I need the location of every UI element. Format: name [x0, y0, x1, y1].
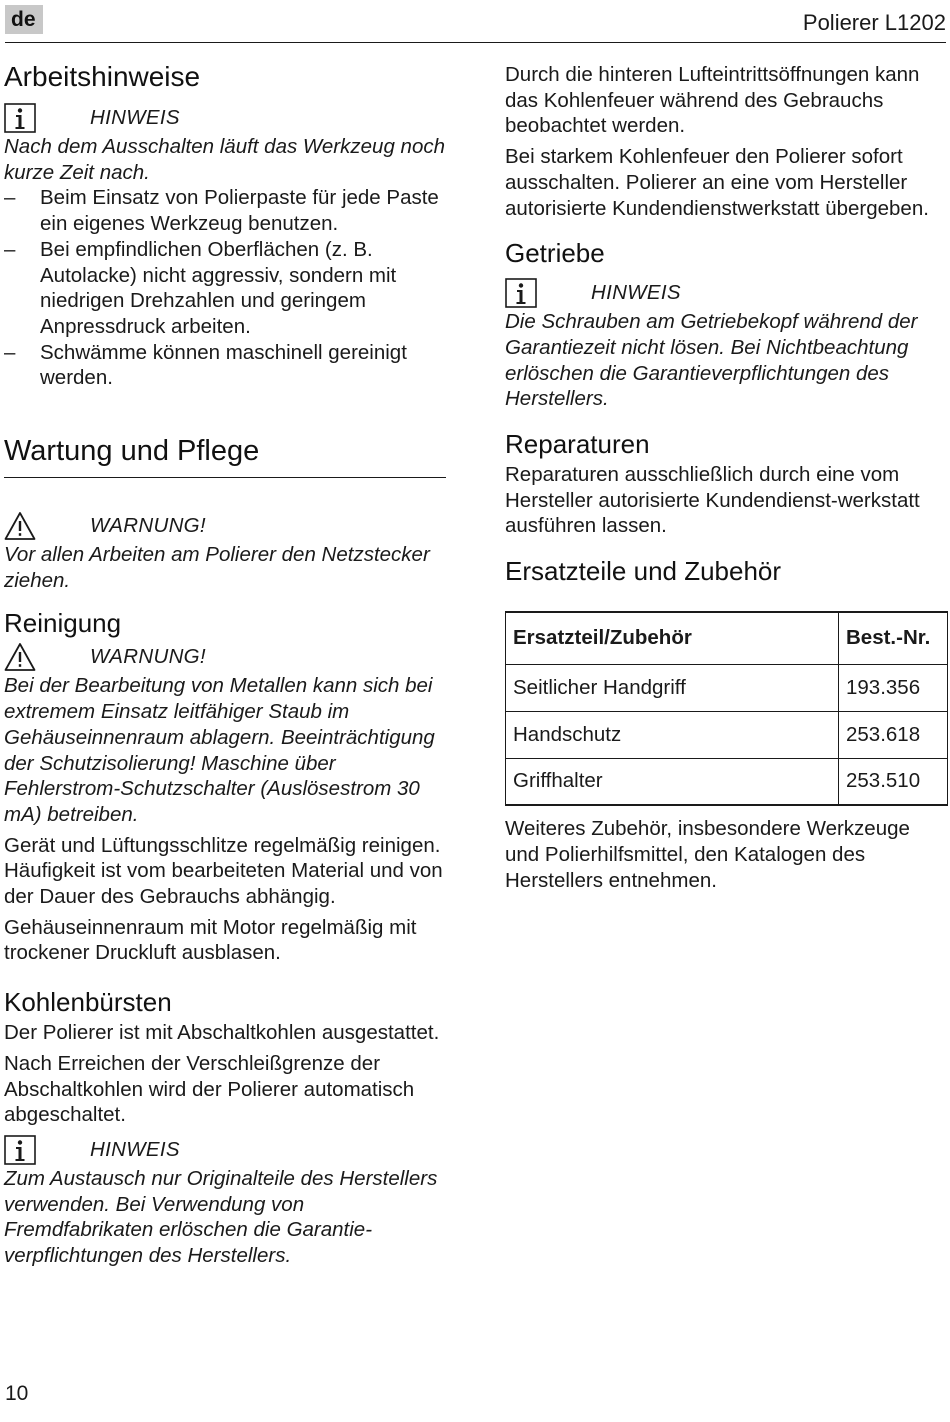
work-tips-list: [4, 185, 446, 391]
warning-text: Bei der Bearbeitung von Metallen kann sich bei extremem Einsatz leitfähiger Staub im Gehäuseinnenraum ablagern. Beeinträchtigung der Schutzisolierung! Maschine über Fehlerstrom-Schutzschalter (Auslösestrom 30 mA) betreiben.: [4, 674, 435, 826]
info-icon: [505, 278, 537, 308]
paragraph: Bei starkem Kohlenfeuer den Polierer sofort ausschalten. Polierer an eine vom Hersteller autorisierte Kundendienstwerkstatt übergeben.: [505, 145, 929, 220]
table-cell: Seitlicher Handgriff: [506, 664, 839, 711]
notice-label: HINWEIS: [90, 106, 180, 129]
info-icon: [4, 1135, 36, 1165]
list-item: – Schwämme können maschinell gereinigt werden.: [4, 340, 446, 391]
language-badge: de: [5, 5, 43, 34]
table-cell: Handschutz: [506, 711, 839, 758]
column-header: Ersatzteil/Zubehör: [506, 612, 839, 664]
warning-header: [4, 641, 446, 673]
left-column: [4, 58, 446, 1269]
parts-table: [505, 611, 948, 806]
column-header: Best.-Nr.: [839, 612, 948, 664]
info-icon: [4, 103, 36, 133]
notice-header: [4, 102, 446, 134]
list-item: – Bei empfindlichen Oberflächen (z. B. Autolacke) nicht aggressiv, sondern mit niedrigen Drehzahlen und geringem Anpressdruck arbeiten.: [4, 237, 446, 340]
heading-wartung: Wartung und Pflege: [4, 435, 260, 468]
heading-reparaturen: Reparaturen: [505, 429, 650, 460]
table-cell: 193.356: [839, 664, 948, 711]
notice-header: [505, 277, 947, 309]
list-item: – Beim Einsatz von Polierpaste für jede Paste ein eigenes Werkzeug benutzen.: [4, 185, 446, 236]
notice-text: Nach dem Ausschalten läuft das Werkzeug noch kurze Zeit nach.: [4, 135, 445, 184]
heading-getriebe: Getriebe: [505, 238, 605, 269]
notice-label: HINWEIS: [591, 281, 681, 305]
paragraph: Weiteres Zubehör, insbesondere Werkzeuge und Polierhilfsmittel, den Katalogen des Herstellers entnehmen.: [505, 817, 910, 892]
paragraph: Gehäuseinnenraum mit Motor regelmäßig mit trockener Druckluft ausblasen.: [4, 915, 417, 965]
table-row: [506, 664, 948, 711]
heading-kohlenbuersten: Kohlenbürsten: [4, 987, 172, 1018]
section-divider: [4, 477, 446, 478]
paragraph: Gerät und Lüftungsschlitze regelmäßig reinigen. Häufigkeit ist vom bearbeiteten Material und von der Dauer des Gebrauchs abhängig.: [4, 833, 443, 909]
warning-text: Vor allen Arbeiten am Polierer den Netzstecker ziehen.: [4, 543, 430, 592]
table-header-row: [506, 612, 948, 664]
paragraph: Nach Erreichen der Verschleißgrenze der Abschaltkohlen wird der Polierer automatisch abgeschaltet.: [4, 1051, 415, 1127]
warning-label: WARNUNG!: [90, 645, 206, 669]
table-row: [506, 758, 948, 805]
warning-icon: [4, 642, 36, 672]
heading-reinigung: Reinigung: [4, 608, 122, 639]
table-cell: Griffhalter: [506, 758, 839, 805]
paragraph: Durch die hinteren Lufteintrittsöffnungen kann das Kohlenfeuer während des Gebrauchs beobachtet werden.: [505, 63, 920, 138]
warning-header: [4, 510, 446, 542]
warning-icon: [4, 511, 36, 541]
table-row: [506, 711, 948, 758]
heading-arbeitshinweise: Arbeitshinweise: [4, 61, 201, 92]
page-number: 10: [5, 1382, 29, 1405]
paragraph: Reparaturen ausschließlich durch eine vom Hersteller autorisierte Kundendienst-werkstatt ausführen lassen.: [505, 463, 920, 538]
notice-header: [4, 1134, 446, 1166]
notice-text: Die Schrauben am Getriebekopf während der Garantiezeit nicht lösen. Bei Nichtbeachtung erlöschen die Garantieverpflichtungen des Herstellers.: [505, 310, 918, 411]
table-cell: 253.510: [839, 758, 948, 805]
paragraph: Der Polierer ist mit Abschaltkohlen ausgestattet.: [4, 1021, 440, 1045]
table-cell: 253.618: [839, 711, 948, 758]
right-column: [505, 62, 947, 893]
document-title: Polierer L1202: [802, 10, 946, 35]
header-divider: [5, 42, 946, 43]
heading-ersatzteile: Ersatzteile und Zubehör: [505, 556, 782, 587]
notice-label: HINWEIS: [90, 1137, 180, 1161]
notice-text: Zum Austausch nur Originalteile des Herstellers verwenden. Bei Verwendung von Fremdfabrikaten erlöschen die Garantie-verpflichtungen des Herstellers.: [4, 1166, 438, 1268]
warning-label: WARNUNG!: [90, 514, 206, 538]
